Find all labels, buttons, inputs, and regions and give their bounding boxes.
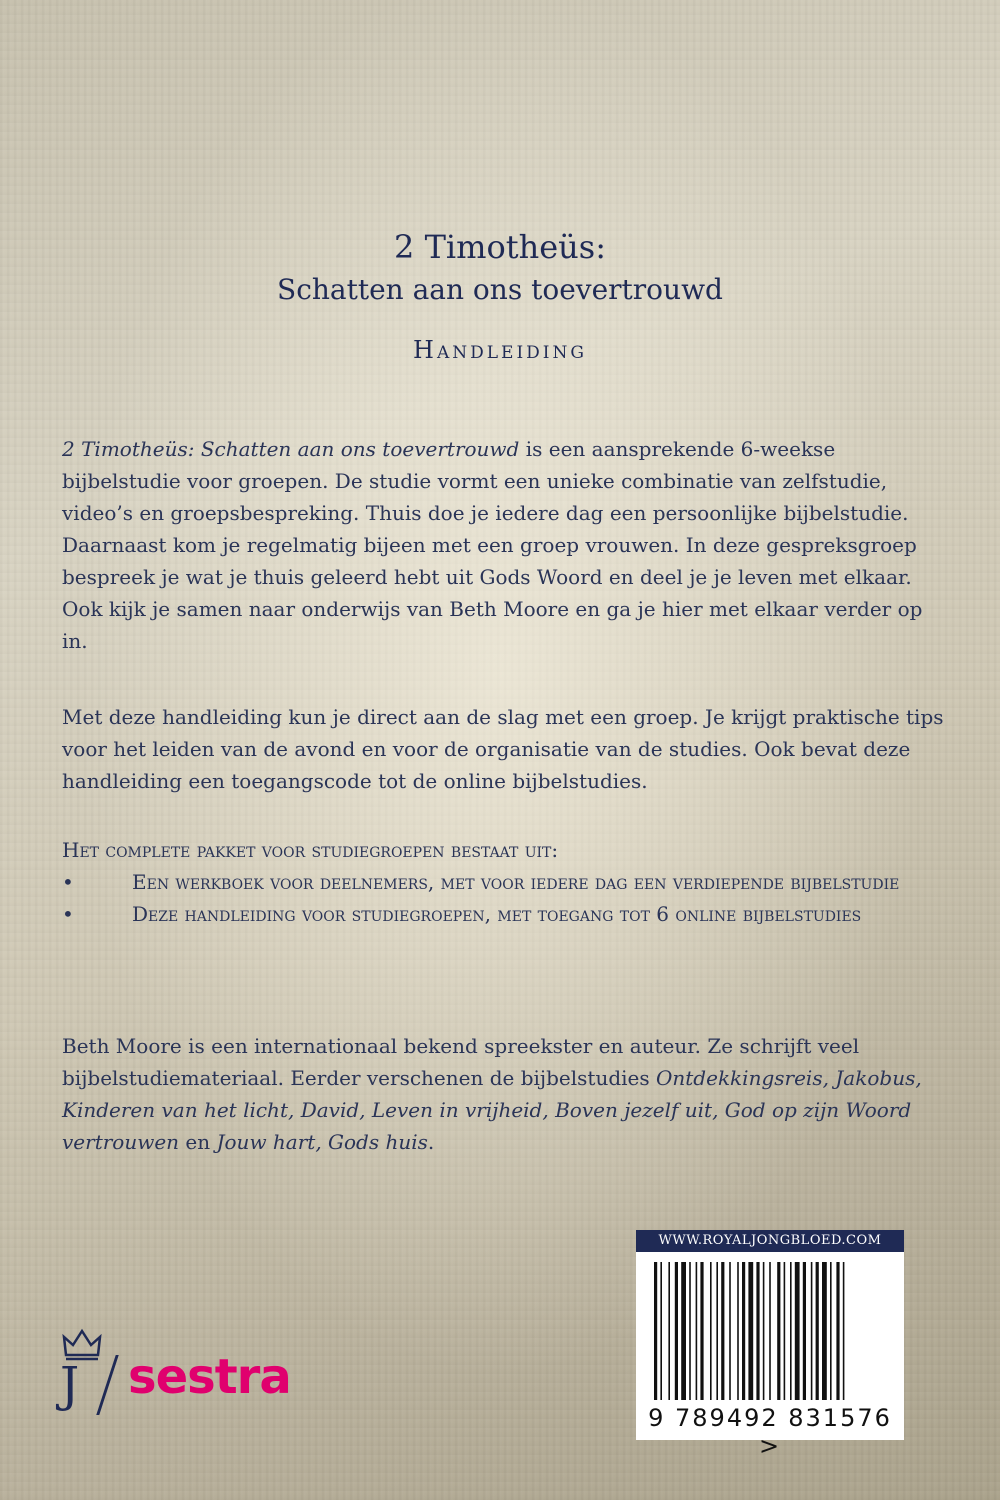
author-end: . xyxy=(427,1130,435,1154)
barcode-bar xyxy=(843,1262,845,1400)
author-paragraph xyxy=(62,1030,952,1158)
barcode-bar xyxy=(700,1262,703,1400)
barcode-bar xyxy=(748,1262,753,1400)
barcode-bar xyxy=(660,1262,662,1400)
author-titles-last: Jouw hart, Gods huis xyxy=(216,1130,428,1154)
barcode-bar xyxy=(836,1262,839,1400)
list-item xyxy=(62,898,962,930)
logo-slash xyxy=(96,1355,118,1415)
barcode-bar xyxy=(742,1262,745,1400)
barcode xyxy=(636,1252,904,1460)
intro-title: 2 Timotheüs: Schatten aan ons toevertrouwd xyxy=(62,437,520,461)
barcode-bar xyxy=(822,1262,827,1400)
list-item xyxy=(62,866,962,898)
handbook-paragraph: Met deze handleiding kun je direct aan de slag met een groep. Je krijgt praktische tips voor het leiden van de avond en voor de organisatie van de studies. Ook bevat deze handleiding een toegangscode tot de online bijbelstudies. xyxy=(62,705,944,793)
barcode-bar xyxy=(729,1262,731,1400)
author-and: en xyxy=(179,1130,217,1154)
author-titles: Ontdekkingsreis, Jakobus, Kinderen van het licht, David, Leven in vrijheid, Boven jezelf uit, God op zijn Woord vertrouwen xyxy=(62,1066,922,1154)
isbn-number: 9 789492 831576 > xyxy=(648,1404,892,1460)
barcode-bar xyxy=(790,1262,792,1400)
list-item-text: Deze handleiding voor studiegroepen, met toegang tot 6 online bijbelstudies xyxy=(132,902,862,926)
intro-paragraph xyxy=(62,433,952,657)
book-subtitle: Schatten aan ons toevertrouwd xyxy=(277,273,723,306)
barcode-bar xyxy=(721,1262,724,1400)
barcode-bar xyxy=(756,1262,759,1400)
barcode-bar xyxy=(830,1262,832,1400)
barcode-bars xyxy=(650,1262,890,1402)
barcode-bar xyxy=(803,1262,806,1400)
intro-text: is een aansprekende 6-weekse bijbelstudie voor groepen. De studie vormt een unieke combinatie van zelfstudie, video’s en groepsbespreking. Thuis doe je iedere dag een persoonlijke bijbelstudie. Daarnaast kom je regelmatig bijeen met een groep vrouwen. In deze gespreksgroep bespreek je wat je thuis geleerd hebt uit Gods Woord en deel je je leven met elkaar. Ook kijk je samen naar onderwijs van Beth Moore en ga je hier met elkaar verder op in. xyxy=(62,437,923,653)
barcode-bar xyxy=(696,1262,698,1400)
package-list xyxy=(62,834,962,930)
logo-letter: J xyxy=(60,1357,80,1413)
barcode-bar xyxy=(689,1262,691,1400)
barcode-bar xyxy=(716,1262,718,1400)
barcode-bar xyxy=(675,1262,678,1400)
bullet: • xyxy=(62,870,74,894)
barcode-bar xyxy=(816,1262,819,1400)
barcode-bar xyxy=(784,1262,786,1400)
website-link[interactable]: WWW.ROYALJONGBLOED.COM xyxy=(636,1230,904,1252)
barcode-bar xyxy=(777,1262,780,1400)
barcode-bar xyxy=(681,1262,686,1400)
barcode-bar xyxy=(795,1262,800,1400)
barcode-bar xyxy=(769,1262,771,1400)
book-label: Handleiding xyxy=(413,336,587,364)
barcode-bar xyxy=(763,1262,765,1400)
barcode-bar xyxy=(710,1262,712,1400)
barcode-bar xyxy=(668,1262,670,1400)
book-title: 2 Timotheüs: xyxy=(394,228,606,266)
author-text: Beth Moore is een internationaal bekend spreekster en auteur. Ze schrijft veel bijbelstudiemateriaal. Eerder verschenen de bijbelstudies xyxy=(62,1034,860,1090)
bullet: • xyxy=(62,902,74,926)
publisher-logo xyxy=(60,1325,320,1415)
barcode-bar xyxy=(811,1262,813,1400)
package-heading: Het complete pakket voor studiegroepen bestaat uit: xyxy=(62,838,559,862)
list-item-text: Een werkboek voor deelnemers, met voor iedere dag een verdiepende bijbelstudie xyxy=(132,870,900,894)
crown-icon xyxy=(60,1325,104,1361)
title-block xyxy=(0,228,1000,364)
barcode-bar xyxy=(737,1262,739,1400)
barcode-bar xyxy=(654,1262,657,1400)
logo-wordmark: sestra xyxy=(128,1349,291,1405)
